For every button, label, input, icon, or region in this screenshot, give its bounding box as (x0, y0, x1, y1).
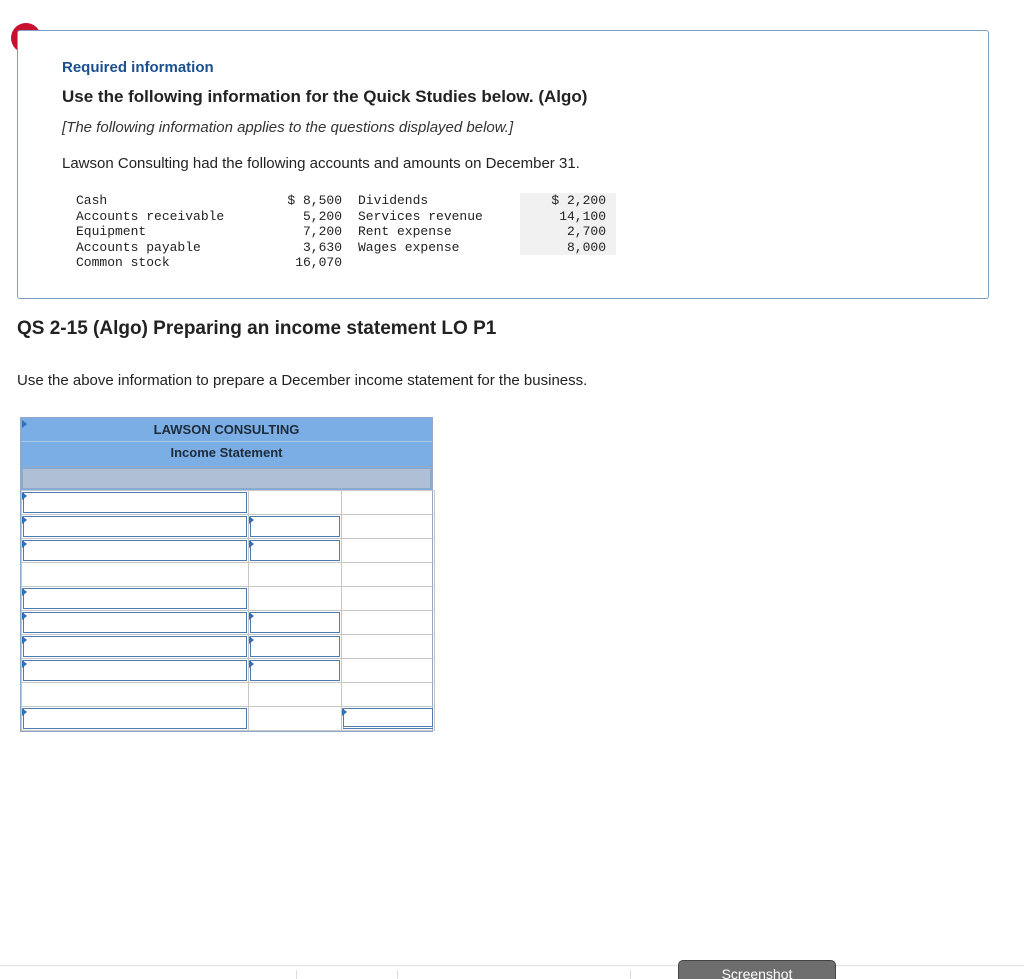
account-name: Dividends (358, 193, 429, 208)
account-label-input[interactable] (23, 540, 247, 561)
income-statement-worksheet (20, 417, 433, 732)
dropdown-marker-icon (249, 540, 254, 548)
applies-note: [The following information applies to the questions displayed below.] (62, 119, 514, 136)
dropdown-marker-icon (249, 612, 254, 620)
dropdown-marker-icon (22, 588, 27, 596)
statement-name-header: Income Statement (21, 442, 432, 466)
amount-input[interactable] (250, 612, 340, 633)
toolbar-divider (296, 970, 297, 979)
question-instruction: Use the above information to prepare a December income statement for the business. (17, 372, 588, 389)
account-amount: 7,200 (302, 224, 342, 239)
account-name: Services revenue (358, 208, 483, 224)
account-label-input[interactable] (23, 636, 247, 657)
dropdown-marker-icon (22, 708, 27, 716)
account-label-input[interactable] (23, 612, 247, 633)
account-name: Wages expense (358, 239, 460, 255)
dropdown-marker-icon (22, 660, 27, 668)
statement-date-input[interactable] (22, 468, 431, 489)
table-row (22, 491, 435, 515)
screenshot-button[interactable]: Screenshot (678, 960, 836, 979)
account-name: Rent expense (358, 224, 452, 239)
toolbar-divider (630, 970, 631, 979)
amount-input[interactable] (250, 540, 340, 561)
account-name: Accounts payable (76, 239, 201, 255)
bottom-toolbar (0, 965, 1024, 979)
account-name: Cash (76, 193, 108, 208)
account-name: Accounts receivable (76, 208, 225, 224)
amount-input[interactable] (250, 660, 340, 681)
table-row (22, 683, 435, 707)
dropdown-marker-icon (22, 516, 27, 524)
table-row (22, 635, 435, 659)
dropdown-marker-icon (22, 636, 27, 644)
table-row (22, 515, 435, 539)
account-amount: $ 8,500 (287, 193, 342, 208)
required-information-panel (17, 30, 989, 299)
statement-date-row (21, 466, 432, 490)
table-row (22, 587, 435, 611)
account-label-input[interactable] (23, 516, 247, 537)
account-amount: $ 2,200 (520, 193, 616, 209)
amount-input[interactable] (250, 636, 340, 657)
table-row (22, 659, 435, 683)
total-amount-input[interactable] (343, 708, 433, 729)
table-row (22, 707, 435, 731)
company-name-header: LAWSON CONSULTING (21, 418, 432, 442)
account-name: Common stock (76, 255, 170, 270)
table-row (22, 611, 435, 635)
accounts-intro: Lawson Consulting had the following accounts and amounts on December 31. (62, 155, 580, 172)
dropdown-marker-icon (22, 492, 27, 500)
dropdown-marker-icon (249, 636, 254, 644)
question-title: QS 2-15 (Algo) Preparing an income statement LO P1 (17, 318, 497, 339)
accounts-table (76, 193, 616, 271)
amount-input[interactable] (250, 516, 340, 537)
statement-grid (21, 490, 435, 731)
dropdown-marker-icon (342, 708, 347, 716)
account-name: Equipment (76, 224, 147, 239)
dropdown-marker-icon (22, 420, 27, 428)
account-amount: 14,100 (520, 209, 616, 225)
account-amount: 3,630 (302, 239, 342, 255)
account-label-input[interactable] (23, 708, 247, 729)
account-label-input[interactable] (23, 588, 247, 609)
dropdown-marker-icon (22, 540, 27, 548)
table-row (22, 539, 435, 563)
account-amount: 5,200 (302, 208, 342, 224)
dropdown-marker-icon (249, 516, 254, 524)
account-label-input[interactable] (23, 492, 247, 513)
required-information-title: Required information (62, 59, 214, 76)
dropdown-marker-icon (22, 612, 27, 620)
account-amount: 16,070 (295, 255, 342, 270)
toolbar-divider (397, 970, 398, 979)
table-row (22, 563, 435, 587)
account-label-input[interactable] (23, 660, 247, 681)
dropdown-marker-icon (249, 660, 254, 668)
use-following-heading: Use the following information for the Quick Studies below. (Algo) (62, 87, 588, 106)
account-amount: 2,700 (520, 224, 616, 240)
account-amount: 8,000 (520, 240, 616, 256)
